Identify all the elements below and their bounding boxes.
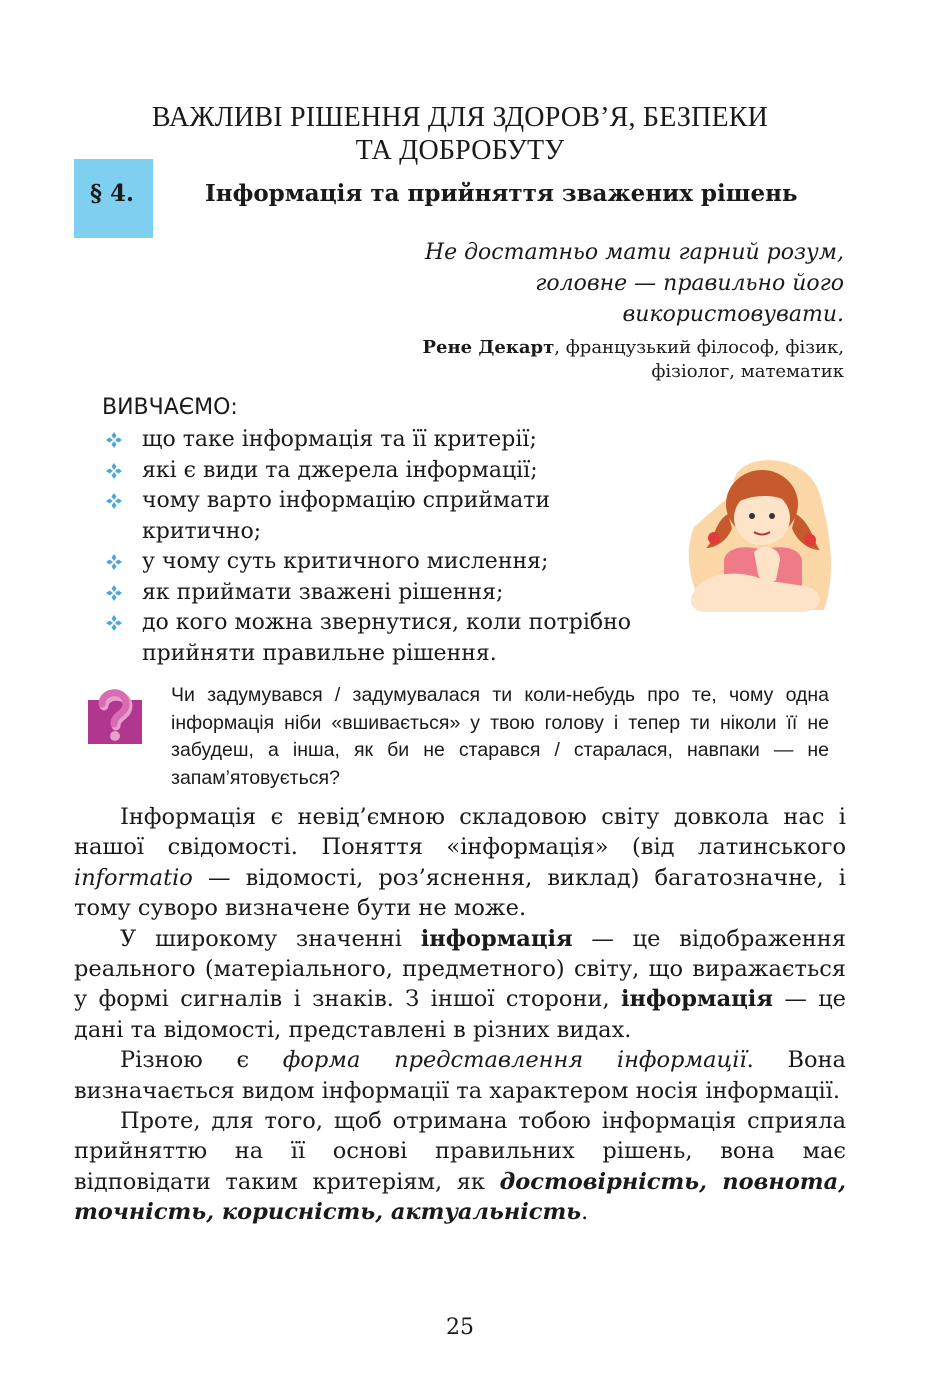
list-item-text: до кого можна звернутися, коли потрібно прийняти правильне рішення. (142, 610, 632, 666)
epigraph-line: використовувати. (622, 302, 844, 327)
epigraph-author (423, 336, 844, 384)
question-text: Чи задумувався / задумувалася ти коли-небудь про те, чому одна інформація ніби «вшивається» у твою голову і тепер ти ніколи її не забудеш, а інша, як би не старався / старалася, навпаки — не запам’ятовується? (171, 684, 829, 789)
paragraph: Різною є форма представлення інформації. Вона визначається видом інформації та характером носія інформації. (74, 1047, 846, 1104)
section-title-line2: ТА ДОБРОБУТУ (355, 135, 565, 166)
thinking-girl-illustration (684, 452, 834, 620)
section-title (60, 101, 860, 167)
lesson-title: Інформація та прийняття зважених рішень (205, 180, 798, 207)
study-list (102, 425, 682, 669)
diamond-bullet-icon (106, 615, 122, 631)
question-mark-icon (88, 686, 142, 744)
author-description: , французький філософ, фізик, (554, 337, 844, 358)
list-item (102, 456, 682, 487)
diamond-bullet-icon (106, 554, 122, 570)
list-item (102, 425, 682, 456)
list-item (102, 578, 682, 609)
list-item-text: які є види та джерела інформації; (142, 457, 538, 483)
epigraph-line: головне — правильно його (535, 271, 844, 296)
study-heading: ВИВЧАЄМО: (102, 395, 238, 420)
author-name: Рене Декарт (422, 337, 555, 358)
body-text (74, 802, 846, 1228)
list-item-text: у чому суть критичного мислення; (142, 549, 549, 574)
list-item-text: що таке інформація та її критерії; (142, 427, 537, 452)
diamond-bullet-icon (106, 463, 122, 479)
page-number: 25 (446, 1315, 474, 1340)
epigraph-line: Не достатньо мати гарний розум, (424, 240, 844, 265)
list-item (102, 547, 682, 578)
paragraph: У широкому значенні інформація — це відображення реального (матеріального, предметного) світу, що виражається у формі сигналів і знаків. З іншої сторони, інформація — це дані та відомості, представлені в різних видах. (74, 925, 846, 1043)
paragraph: Інформація є невід’ємною складовою світу довкола нас і нашої свідомості. Поняття «інформація» (від латинського informatio — відомості, роз’яснення, виклад) багатозначне, і тому суворо визначене бути не може. (74, 804, 846, 922)
list-item (102, 608, 662, 669)
diamond-bullet-icon (106, 493, 122, 509)
list-item (102, 486, 582, 547)
diamond-bullet-icon (106, 432, 122, 448)
section-title-line1: ВАЖЛИВІ РІШЕННЯ ДЛЯ ЗДОРОВ’Я, БЕЗПЕКИ (151, 102, 769, 133)
epigraph (425, 237, 844, 330)
paragraph-number: § 4. (90, 180, 135, 207)
list-item-text: як приймати зважені рішення; (142, 579, 504, 605)
paragraph: Проте, для того, щоб отримана тобою інформація сприяла прийняттю на її основі правильних рішень, вона має відповідати таким критеріям, як достовірність, повнота, точність, корисність, актуальність. (74, 1108, 847, 1226)
list-item-text: чому варто інформацію сприймати критично; (142, 488, 551, 544)
author-description: фізіолог, математик (651, 361, 844, 382)
diamond-bullet-icon (106, 585, 122, 601)
